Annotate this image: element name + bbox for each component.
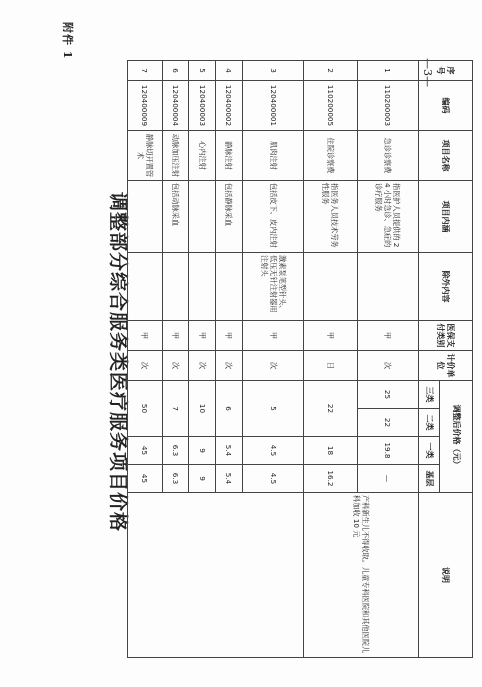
cell-unit: 日 (304, 351, 357, 381)
cell-content: 包括皮下、皮内注射 (242, 181, 303, 253)
header-insurance: 医保支付类别 (419, 321, 473, 351)
cell-content: 指医护人员提供的 24 小时急诊、急症的诊疗服务 (357, 181, 418, 253)
cell-class1: 45 (128, 437, 163, 465)
header-name: 项目名称 (419, 131, 473, 181)
cell-content (189, 181, 216, 253)
cell-name: 静脉切开置管术 (128, 131, 163, 181)
cell-code: 110200005 (304, 81, 357, 131)
cell-exclusion (162, 253, 189, 321)
cell-class3-2: 7 (162, 381, 189, 437)
table-row (357, 61, 418, 658)
cell-content: 包括动脉采血 (162, 181, 189, 253)
cell-name: 动脉加压注射 (162, 131, 189, 181)
cell-class2: 22 (357, 409, 418, 437)
header-class2: 二类 (419, 409, 440, 437)
cell-name: 心内注射 (189, 131, 216, 181)
cell-name: 肌肉注射 (242, 131, 303, 181)
cell-seq: 6 (162, 61, 189, 81)
cell-class1: 4.5 (242, 437, 303, 465)
cell-insurance: 甲 (128, 321, 163, 351)
cell-name: 急诊诊察费 (357, 131, 418, 181)
cell-seq: 1 (357, 61, 418, 81)
cell-unit: 次 (128, 351, 163, 381)
header-seq: 序号 (419, 61, 473, 81)
cell-basic: 4.5 (242, 465, 303, 493)
cell-basic: — (357, 465, 418, 493)
cell-code: 120400009 (128, 81, 163, 131)
cell-code: 110200003 (357, 81, 418, 131)
cell-basic: 6.3 (162, 465, 189, 493)
header-price-group: 调整后价格（元） (440, 381, 473, 493)
cell-seq: 7 (128, 61, 163, 81)
cell-unit: 次 (189, 351, 216, 381)
cell-insurance: 甲 (216, 321, 243, 351)
cell-content (128, 181, 163, 253)
header-unit: 计价单位 (419, 351, 473, 381)
cell-basic: 45 (128, 465, 163, 493)
cell-code: 120400003 (189, 81, 216, 131)
cell-unit: 次 (242, 351, 303, 381)
cell-code: 120400002 (216, 81, 243, 131)
cell-code: 120400001 (242, 81, 303, 131)
cell-name: 静脉注射 (216, 131, 243, 181)
cell-class3-2: 6 (216, 381, 243, 437)
cell-class1: 9 (189, 437, 216, 465)
cell-basic: 9 (189, 465, 216, 493)
cell-insurance: 甲 (242, 321, 303, 351)
table-row (242, 61, 303, 658)
cell-exclusion (189, 253, 216, 321)
header-class3: 三类 (419, 381, 440, 409)
header-content: 项目内涵 (419, 181, 473, 253)
cell-unit: 次 (216, 351, 243, 381)
header-code: 编码 (419, 81, 473, 131)
cell-seq: 5 (189, 61, 216, 81)
cell-class1: 19.8 (357, 437, 418, 465)
page-title: 调整部分综合服务类医疗服务项目价格 (107, 192, 129, 533)
cell-class3-2: 50 (128, 381, 163, 437)
cell-class1: 18 (304, 437, 357, 465)
cell-seq: 4 (216, 61, 243, 81)
cell-seq: 2 (304, 61, 357, 81)
cell-class3-2: 10 (189, 381, 216, 437)
price-table (127, 60, 473, 658)
cell-class3-2: 5 (242, 381, 303, 437)
cell-seq: 3 (242, 61, 303, 81)
cell-basic: 16.2 (304, 465, 357, 493)
cell-class3: 25 (357, 381, 418, 409)
cell-notes: 产科新生儿不得收取。儿童专科医院和其他医院儿科加收 10 元 (304, 493, 419, 658)
cell-unit: 次 (357, 351, 418, 381)
cell-exclusion (357, 253, 418, 321)
cell-notes (128, 493, 304, 658)
page-number: —3— (421, 58, 434, 87)
cell-insurance: 甲 (162, 321, 189, 351)
cell-insurance: 甲 (189, 321, 216, 351)
cell-basic: 5.4 (216, 465, 243, 493)
cell-content: 指医务人员技术劳务性服务 (304, 181, 357, 253)
cell-unit: 次 (162, 351, 189, 381)
header-notes: 说明 (419, 493, 473, 658)
cell-name: 住院诊察费 (304, 131, 357, 181)
attachment-label: 附件 1 (61, 22, 74, 60)
price-table-container (127, 60, 473, 657)
cell-code: 120400004 (162, 81, 189, 131)
table-header-row (440, 61, 473, 658)
cell-class3-2: 22 (304, 381, 357, 437)
cell-class1: 5.4 (216, 437, 243, 465)
cell-insurance: 甲 (304, 321, 357, 351)
cell-content: 包括静脉采血 (216, 181, 243, 253)
header-exclusion: 除外内容 (419, 253, 473, 321)
cell-exclusion (216, 253, 243, 321)
cell-exclusion: 激素泵笔型针头、低压无针注射器用注射头 (242, 253, 303, 321)
cell-insurance: 甲 (357, 321, 418, 351)
header-class1: 一类 (419, 437, 440, 465)
header-basic: 基层 (419, 465, 440, 493)
cell-exclusion (128, 253, 163, 321)
cell-exclusion (304, 253, 357, 321)
cell-class1: 6.3 (162, 437, 189, 465)
